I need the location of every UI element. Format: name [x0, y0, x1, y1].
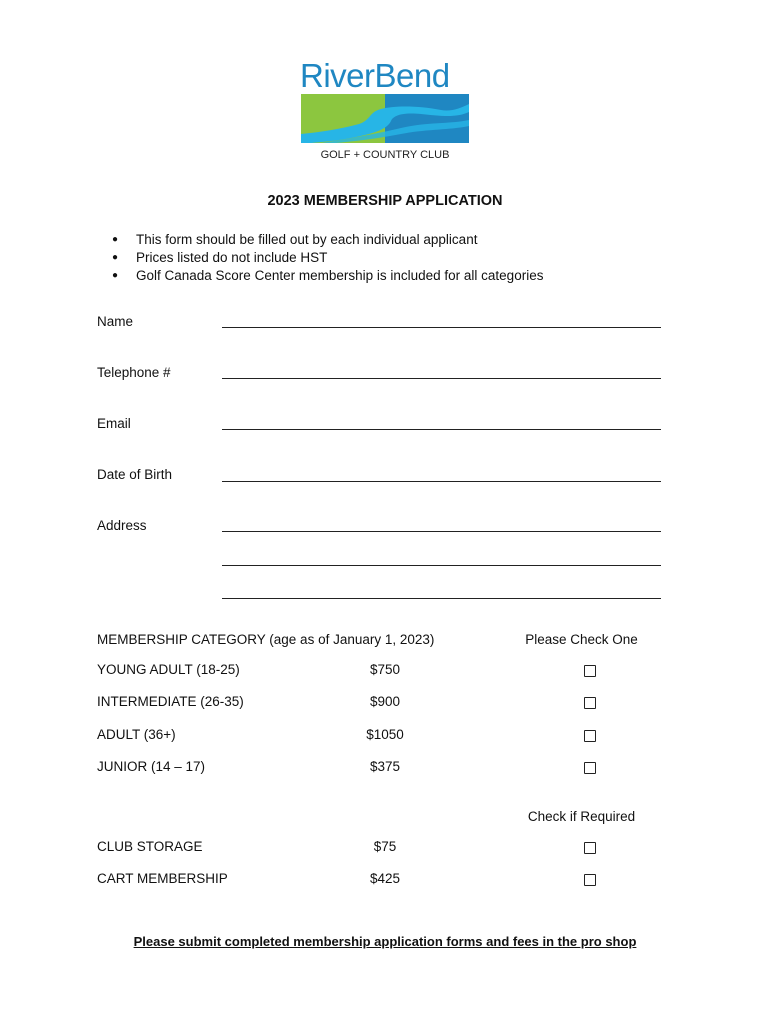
extra-name-cart-membership: CART MEMBERSHIP	[97, 871, 228, 886]
address-field-line-3[interactable]	[222, 598, 661, 599]
note-text: Prices listed do not include HST	[136, 250, 328, 265]
extra-price-cart-membership: $425	[369, 871, 401, 886]
list-item	[112, 249, 543, 267]
logo-title: RiverBend	[300, 57, 450, 94]
logo-river-graphic	[301, 94, 469, 143]
notes-list	[112, 231, 543, 285]
category-name-young-adult: YOUNG ADULT (18-25)	[97, 662, 240, 677]
email-label: Email	[97, 416, 131, 431]
category-name-junior: JUNIOR (14 – 17)	[97, 759, 206, 774]
telephone-field[interactable]	[222, 378, 661, 379]
address-field-line-2[interactable]	[222, 565, 661, 566]
note-text: Golf Canada Score Center membership is included for all categories	[136, 268, 544, 283]
address-label: Address	[97, 518, 147, 533]
note-text: This form should be filled out by each individual applicant	[136, 232, 478, 247]
name-field[interactable]	[222, 327, 661, 328]
category-name-intermediate: INTERMEDIATE (26-35)	[97, 694, 244, 709]
checkbox-cart-membership[interactable]	[584, 874, 596, 886]
address-field-line-1[interactable]	[222, 531, 661, 532]
checkbox-young-adult[interactable]	[584, 665, 596, 677]
list-item	[112, 267, 543, 285]
bullet-icon: ●	[112, 270, 119, 281]
bullet-icon: ●	[112, 252, 119, 263]
bullet-icon: ●	[112, 234, 119, 245]
email-field[interactable]	[222, 429, 661, 430]
checkbox-junior[interactable]	[584, 762, 596, 774]
checkbox-club-storage[interactable]	[584, 842, 596, 854]
category-price-intermediate: $900	[369, 694, 401, 709]
checkbox-adult[interactable]	[584, 730, 596, 742]
category-name-adult: ADULT (36+)	[97, 727, 176, 742]
check-one-header: Please Check One	[525, 632, 638, 647]
name-label: Name	[97, 314, 134, 329]
check-if-required-header: Check if Required	[527, 809, 636, 824]
checkbox-intermediate[interactable]	[584, 697, 596, 709]
category-price-adult: $1050	[366, 727, 404, 742]
page-title: 2023 MEMBERSHIP APPLICATION	[267, 193, 503, 209]
logo-subtitle: GOLF + COUNTRY CLUB	[320, 149, 450, 161]
extra-name-club-storage: CLUB STORAGE	[97, 839, 203, 854]
category-price-young-adult: $750	[369, 662, 401, 677]
date-of-birth-field[interactable]	[222, 481, 661, 482]
submission-instructions: Please submit completed membership application forms and fees in the pro shop	[133, 934, 637, 949]
extra-price-club-storage: $75	[373, 839, 397, 854]
date-of-birth-label: Date of Birth	[97, 467, 173, 482]
telephone-label: Telephone #	[97, 365, 171, 380]
category-price-junior: $375	[369, 759, 401, 774]
list-item	[112, 231, 543, 249]
membership-category-header: MEMBERSHIP CATEGORY (age as of January 1, 2023)	[97, 632, 435, 647]
